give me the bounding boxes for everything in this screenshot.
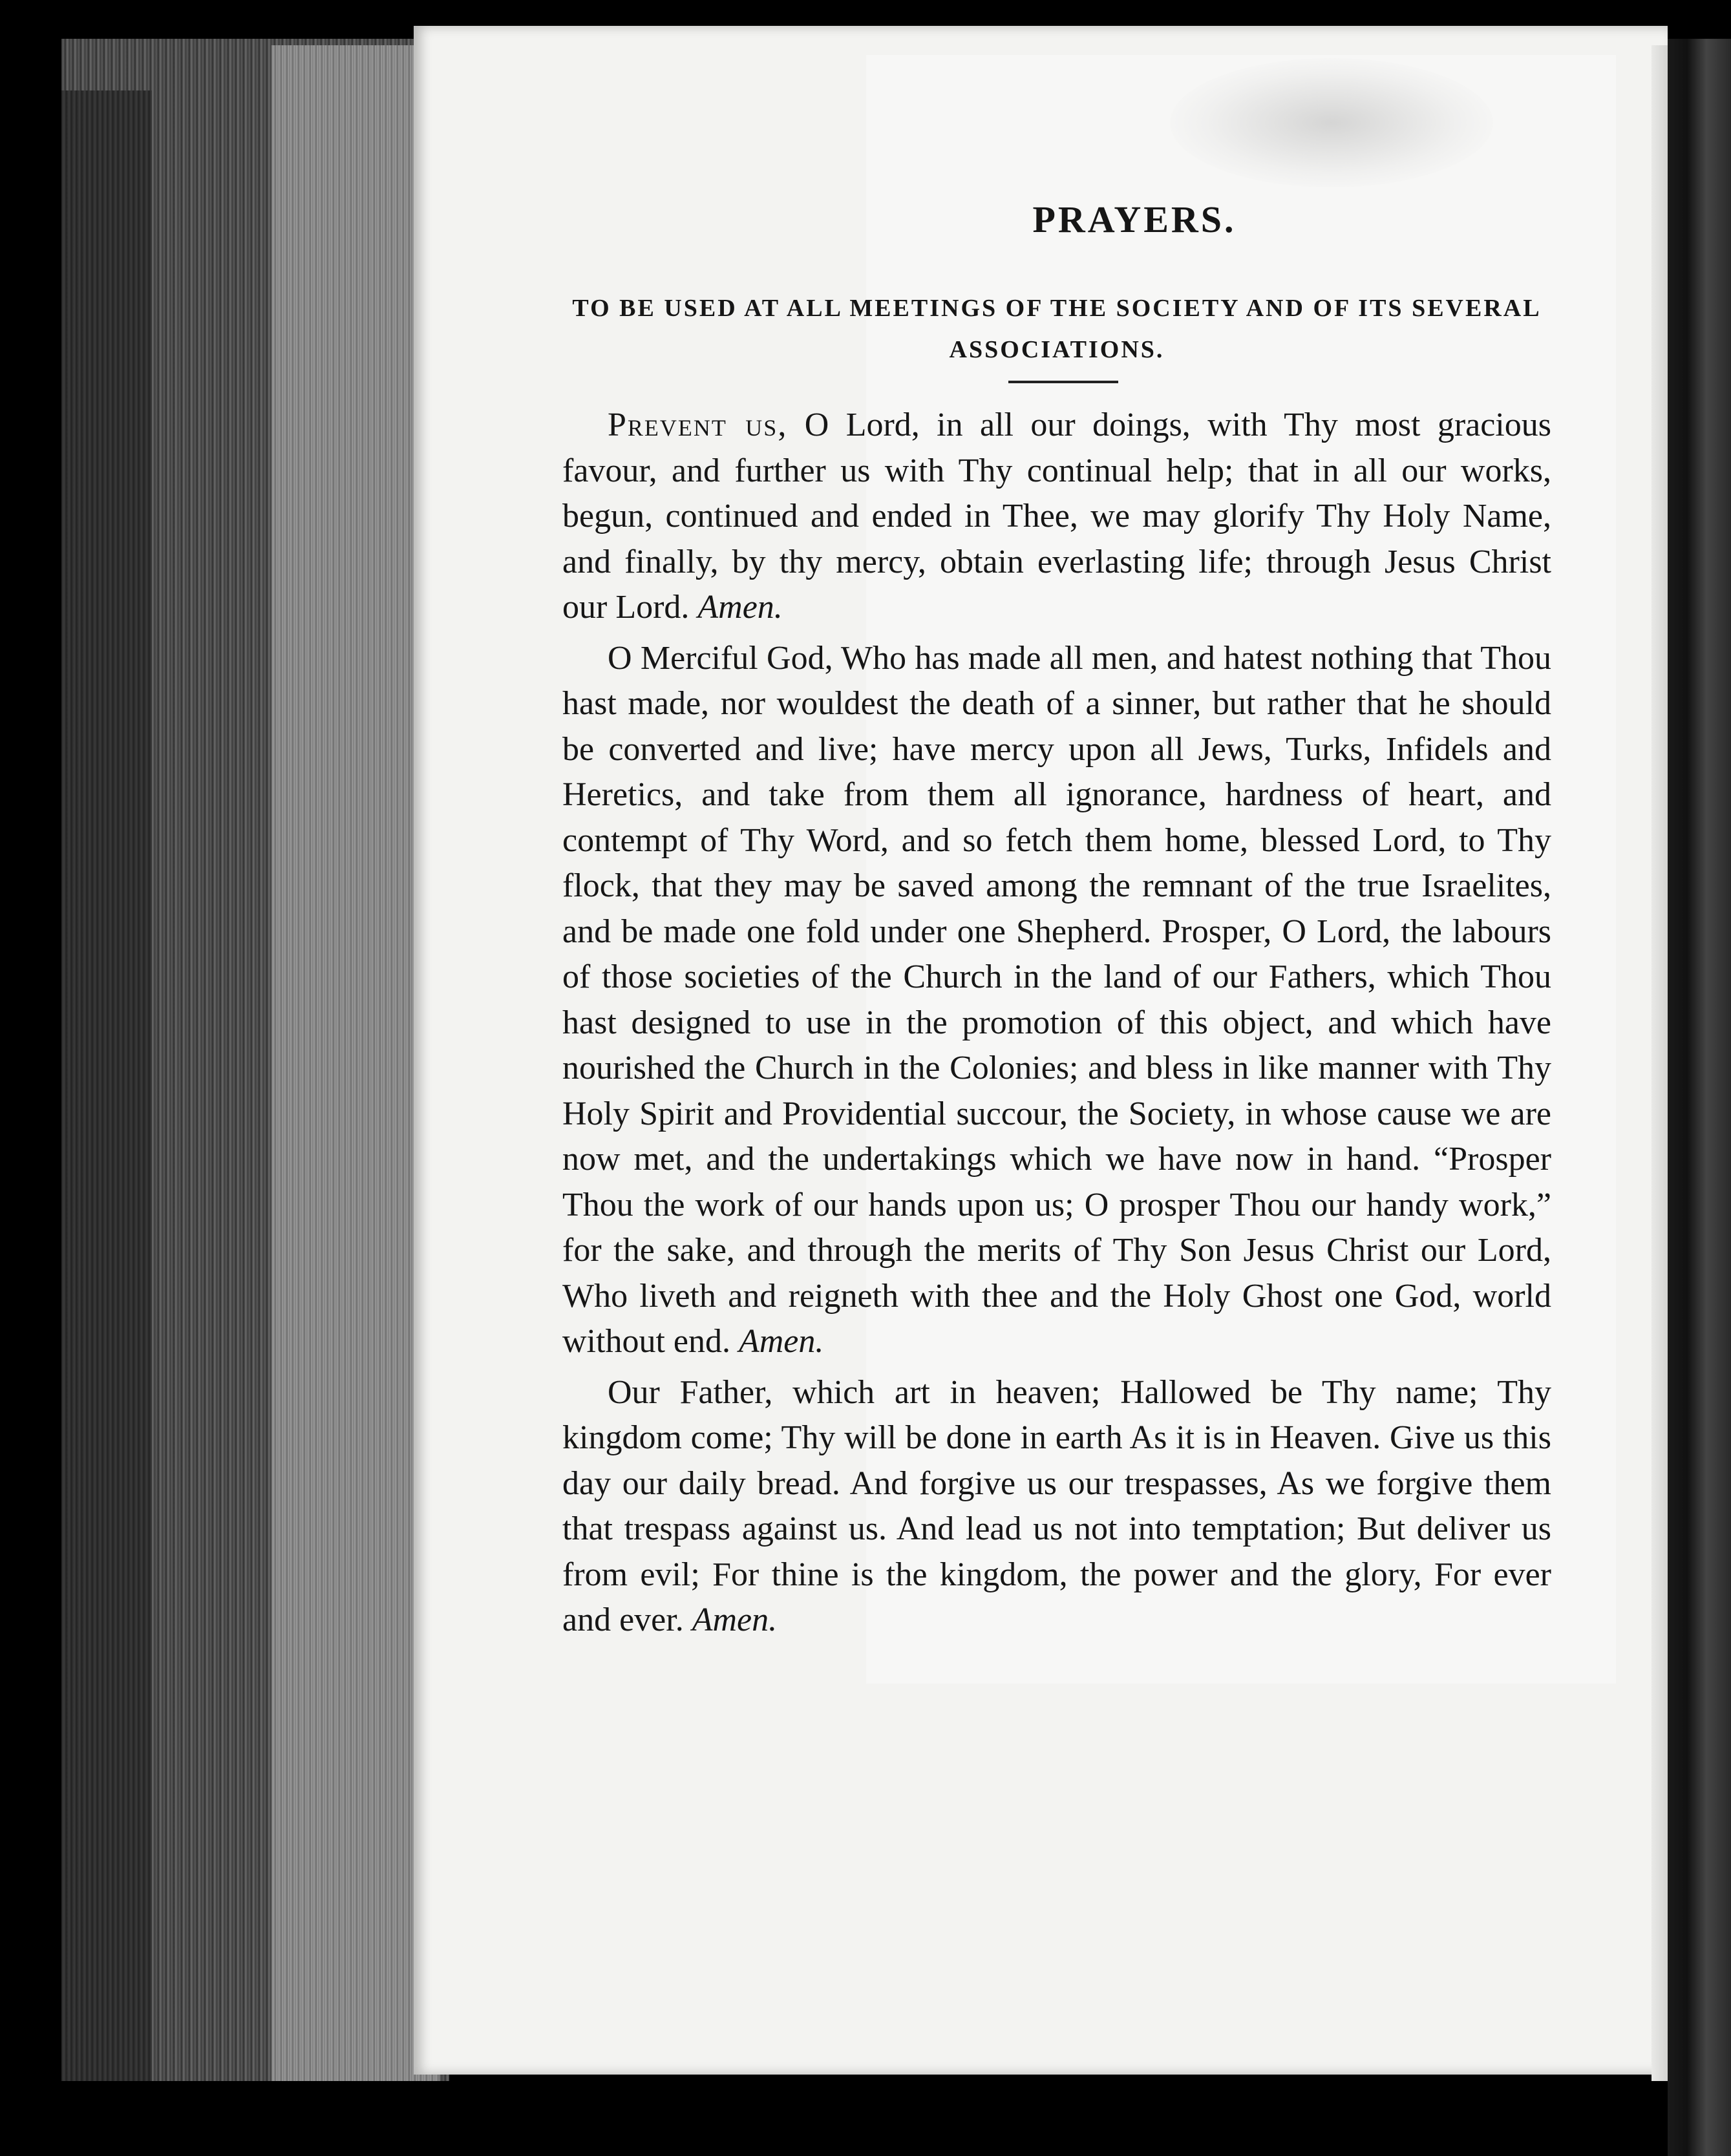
page-subtitle: TO BE USED AT ALL MEETINGS OF THE SOCIETY AND OF ITS SEVERAL ASSOCIATIONS. [572,295,1542,363]
page-stain [1170,58,1493,187]
prayer-paragraph-2 [562,636,1551,1365]
prayer-body-text: Our Father, which art in heaven; Hallowed be Thy name; Thy kingdom come; Thy will be done in earth As it is in Heaven. Give us this day our daily bread. And forgive us our trespasses, As we forgive them that trespass against us. And lead us not into temptation; But deliver us from evil; For thine is the kingdom, the power and the glory, For ever and ever. [562,1373,1551,1638]
title-divider [1008,381,1118,383]
prayer-amen: Amen. [692,1601,778,1638]
prayer-body-text: O Merciful God, Who has made all men, and hatest nothing that Thou hast made, nor wouldest the death of a sinner, but rather that he should be converted and live; have mercy upon all Jews, Turks, Infidels and Heretics, and take from them all ignorance, hardness of heart, and contempt of Thy Word, and so fetch them home, blessed Lord, to Thy flock, that they may be saved among the remnant of the true Israelites, and be made one fold under one Shepherd. Prosper, O Lord, the labours of those societies of the Church in the land of our Fathers, which Thou hast designed to use in the promotion of this object, and which have nourished the Church in the Colonies; and bless in like manner with Thy Holy Spirit and Providential succour, the Society, in whose cause we are now met, and the undertakings which we have now in hand. “Prosper Thou the work of our hands upon us; O prosper Thou our handy work,” for the sake, and through the merits of Thy Son Jesus Christ our Lord, Who liveth and reigneth with thee and the Holy Ghost one God, world without end. [562,639,1551,1360]
page-text-block [562,187,1551,1649]
prayer-paragraph-1 [562,403,1551,631]
book-edge-shadow [61,90,152,2081]
facing-page-dark-margin [1668,39,1731,2156]
prayer-body-text: O Lord, in all our doings, with Thy most gracious favour, and further us with Thy continual help; that in all our works, begun, continued and ended in Thee, we may glorify Thy Holy Name, and finally, by thy mercy, obtain everlasting life; through Jesus Christ our Lord. [562,407,1551,626]
prayer-amen: Amen. [738,1323,824,1360]
prayer-amen: Amen. [697,589,783,626]
prayer-paragraph-3 [562,1370,1551,1643]
prayer-lead-text: Prevent us, [608,407,788,443]
page-title: PRAYERS. [1032,198,1237,240]
